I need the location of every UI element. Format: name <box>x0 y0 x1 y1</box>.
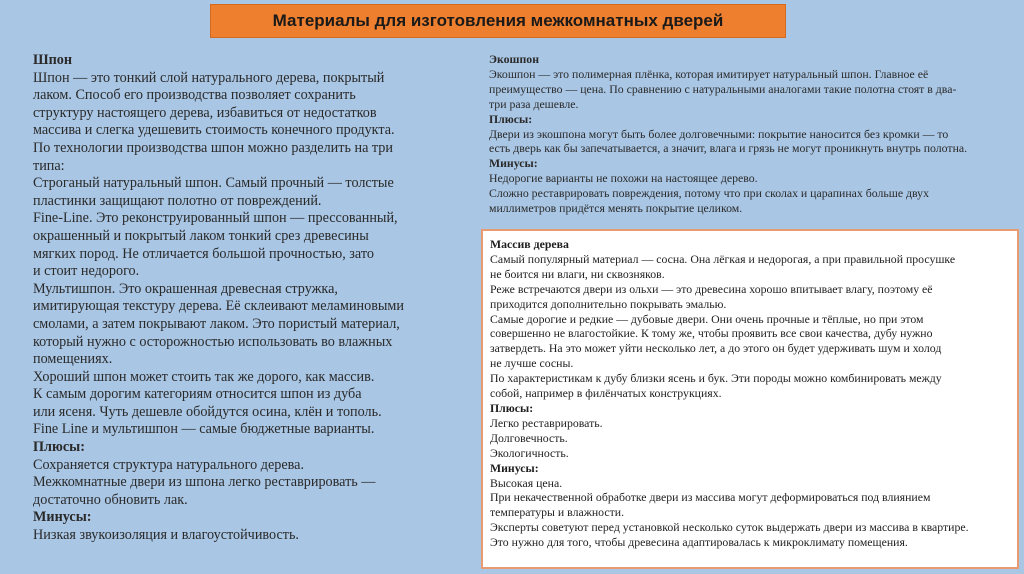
pros-line: Долговечность. <box>490 430 568 445</box>
text-line: приходится дополнительно покрывать эмалью. <box>490 296 727 311</box>
veneer-heading: Шпон <box>33 52 73 68</box>
solid-wood-box <box>481 229 1019 569</box>
text-line: не боится ни влаги, ни сквозняков. <box>490 266 665 281</box>
text-line: Шпон — это тонкий слой натурального дерева, покрытый <box>33 69 385 86</box>
text-line: мягких пород. Не отличается большой прочностью, зато <box>33 245 374 262</box>
text-line: Строганый натуральный шпон. Самый прочный — толстые <box>33 175 394 192</box>
cons-line: Это нужно для того, чтобы древесина адаптировалась к микроклимату помещения. <box>490 535 908 550</box>
eco-pros-heading: Плюсы: <box>489 111 533 126</box>
text-line: имитирующая текстуру дерева. Её склеивают меламиновыми <box>33 298 404 315</box>
slide-title: Материалы для изготовления межкомнатных дверей <box>210 4 786 38</box>
solid-wood-cons-heading: Минусы: <box>490 460 539 475</box>
eco-veneer-heading: Экошпон <box>489 52 539 66</box>
veneer-pros-heading: Плюсы: <box>33 439 85 456</box>
eco-cons-heading: Минусы: <box>489 156 538 171</box>
pros-line: есть дверь как бы запечатывается, а значит, влага и грязь не могут проникнуть внутрь полотна. <box>489 141 968 156</box>
cons-line: При некачественной обработке двери из массива могут деформироваться под влиянием <box>490 490 931 505</box>
pros-line: Легко реставрировать. <box>490 415 603 430</box>
text-line: структуру настоящего дерева, избавиться от недостатков <box>33 104 377 121</box>
text-line: собой, например в филёнчатых конструкциях. <box>490 386 722 401</box>
text-line: пластинки защищают полотно от повреждений. <box>33 192 322 209</box>
text-line: типа: <box>33 157 65 174</box>
text-line: помещениях. <box>33 351 113 368</box>
cons-line: Низкая звукоизоляция и влагоустойчивость. <box>33 527 299 544</box>
pros-line: Экологичность. <box>490 445 569 460</box>
veneer-cons-heading: Минусы: <box>33 509 92 526</box>
text-line: или ясеня. Чуть дешевле обойдутся осина, клён и тополь. <box>33 403 382 420</box>
text-line: массива и слегка удешевить стоимость конечного продукта. <box>33 122 395 139</box>
text-line: Экошпон — это полимерная плёнка, которая имитирует натуральный шпон. Главное её <box>489 66 929 81</box>
text-line: смолами, а затем покрывают лаком. Это пористый материал, <box>33 315 400 332</box>
pros-line: Межкомнатные двери из шпона легко реставрировать — <box>33 474 376 491</box>
cons-line: миллиметров придётся менять покрытие целиком. <box>489 201 743 216</box>
text-line: По технологии производства шпон можно разделить на три <box>33 139 393 156</box>
text-line: три раза дешевле. <box>489 96 579 111</box>
cons-line: Недорогие варианты не похожи на настоящее дерево. <box>489 171 758 186</box>
text-line: По характеристикам к дубу близки ясень и бук. Эти породы можно комбинировать между <box>490 371 942 386</box>
text-line: Fine Line и мультишпон — самые бюджетные варианты. <box>33 421 375 438</box>
text-line: Самые дорогие и редкие — дубовые двери. Они очень прочные и тёплые, но при этом <box>490 311 924 326</box>
text-line: К самым дорогим категориям относится шпон из дуба <box>33 386 362 403</box>
text-line: который нужно с осторожностью использовать во влажных <box>33 333 393 350</box>
text-line: и стоит недорого. <box>33 263 140 280</box>
cons-line: температуры и влажности. <box>490 505 625 520</box>
text-line: Мультишпон. Это окрашенная древесная стружка, <box>33 280 338 297</box>
pros-line: достаточно обновить лак. <box>33 491 188 508</box>
cons-line: Эксперты советуют перед установкой несколько суток выдержать двери из массива в квартире. <box>490 520 969 535</box>
text-line: лаком. Способ его производства позволяет сохранить <box>33 87 356 104</box>
text-line: Fine-Line. Это реконструированный шпон — прессованный, <box>33 210 398 227</box>
solid-wood-pros-heading: Плюсы: <box>490 400 534 415</box>
cons-line: Сложно реставрировать повреждения, потому что при сколах и царапинах больше двух <box>489 186 929 201</box>
text-line: окрашенный и покрытый лаком тонкий срез древесины <box>33 227 369 244</box>
cons-line: Высокая цена. <box>490 475 563 490</box>
solid-wood-heading: Массив дерева <box>490 237 569 251</box>
text-line: не лучше сосны. <box>490 356 574 371</box>
text-line: Самый популярный материал — сосна. Она лёгкая и недорогая, а при правильной просушке <box>490 251 956 266</box>
text-line: совершенно не влагостойкие. К тому же, чтобы проявить все свои качества, дубу нужно <box>490 326 933 341</box>
pros-line: Двери из экошпона могут быть более долговечными: покрытие наносится без кромки — то <box>489 126 949 141</box>
veneer-section <box>33 52 453 545</box>
pros-line: Сохраняется структура натурального дерева. <box>33 456 305 473</box>
text-line: Хороший шпон может стоить так же дорого, как массив. <box>33 368 375 385</box>
text-line: Реже встречаются двери из ольхи — это древесина хорошо впитывает влагу, поэтому её <box>490 281 933 296</box>
text-line: затвердеть. На это может уйти несколько лет, а до этого он будет удерживать шум и холод <box>490 341 942 356</box>
eco-veneer-section <box>489 52 1019 216</box>
text-line: преимущество — цена. По сравнению с натуральными аналогами такие полотна стоят в два- <box>489 81 957 96</box>
